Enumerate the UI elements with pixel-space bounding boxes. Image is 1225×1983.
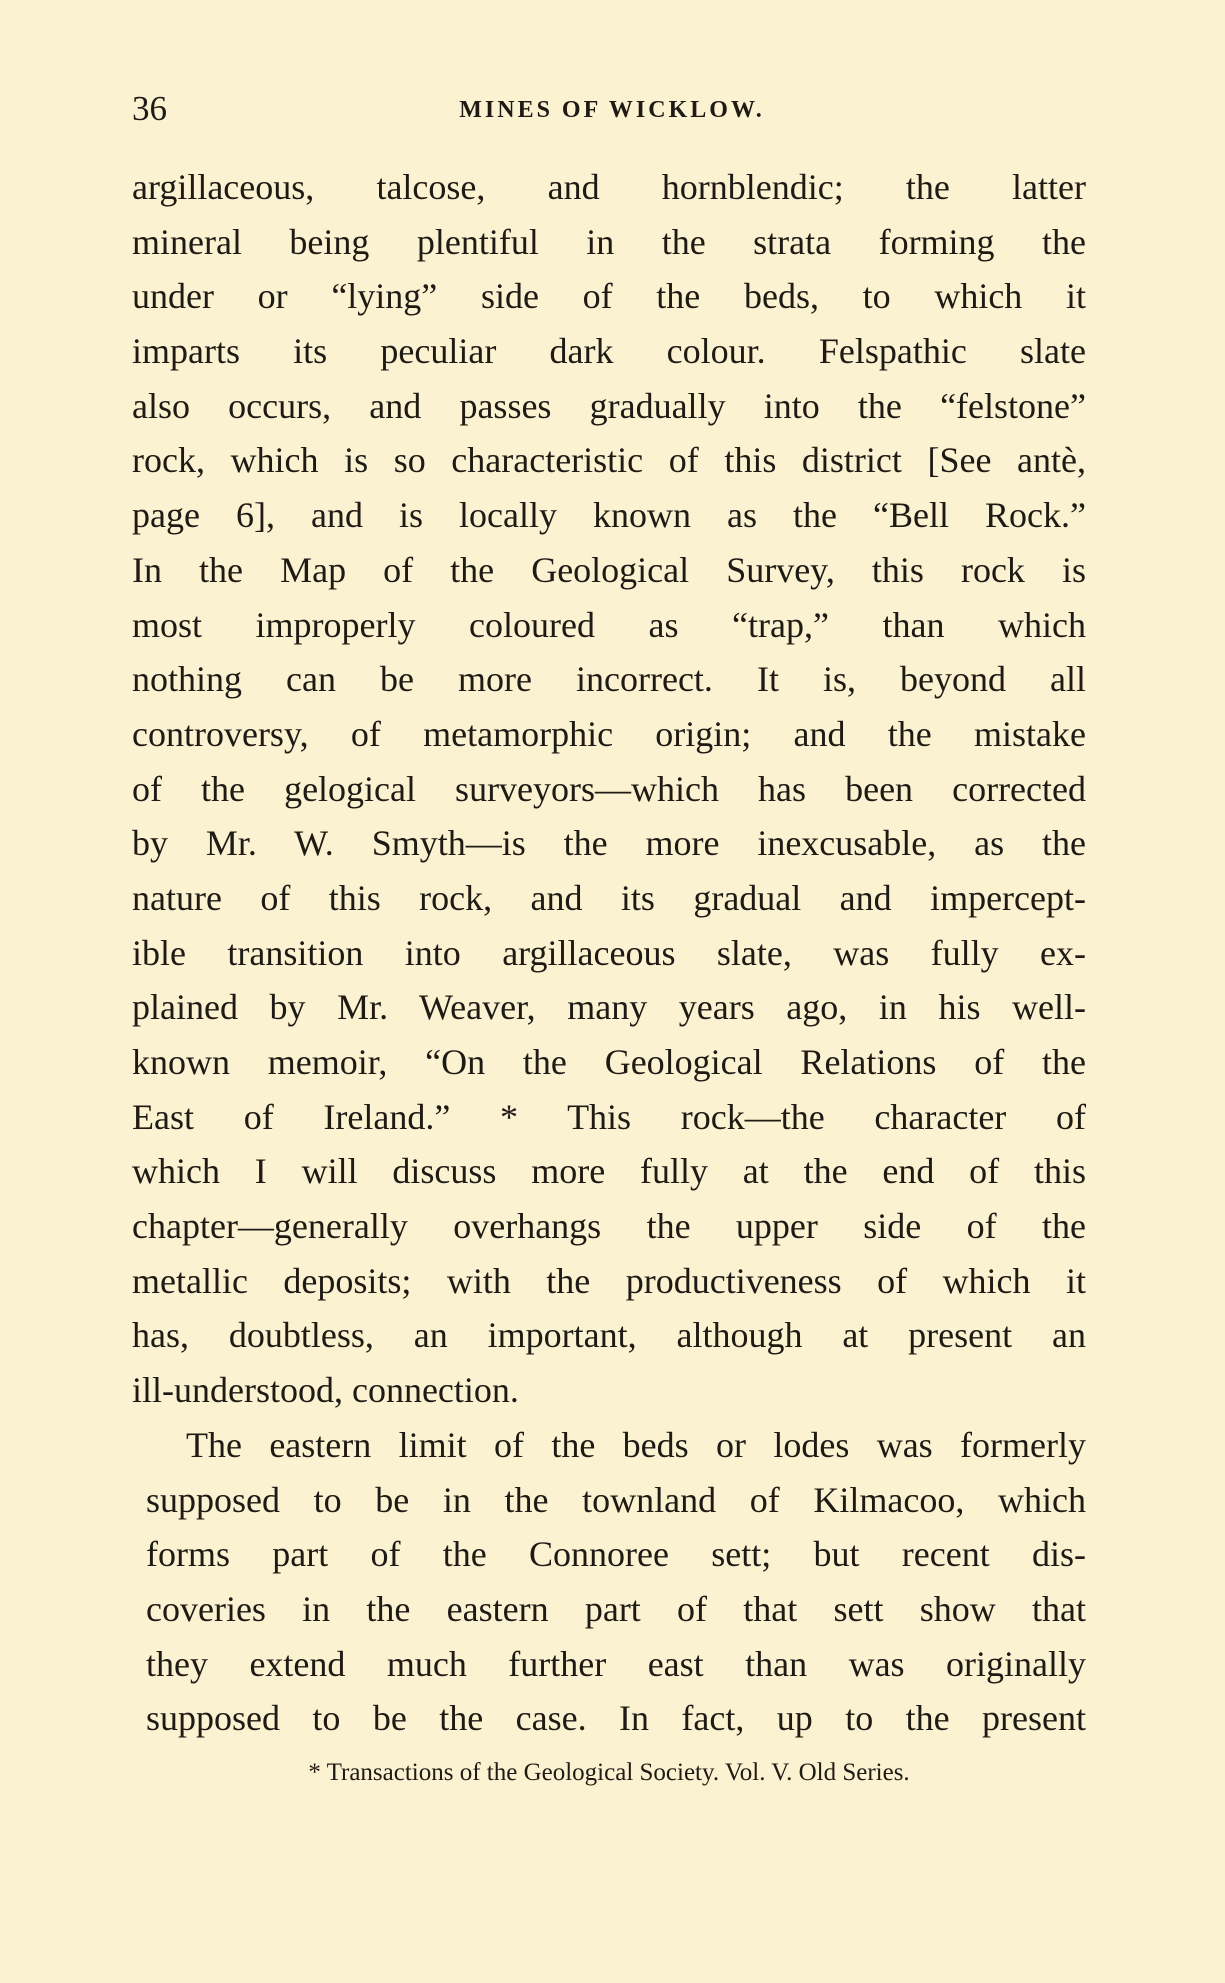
text-line: supposed to be in the townland of Kilmacoo, which [146,1479,1086,1520]
text-line: coveries in the eastern part of that sett show that [146,1588,1086,1629]
text-line: mineral being plentiful in the strata forming the [132,221,1086,262]
text-line: plained by Mr. Weaver, many years ago, in his well- [132,987,1086,1028]
text-line: nothing can be more incorrect. It is, beyond all [132,659,1086,700]
text-line: which I will discuss more fully at the end of this [132,1151,1086,1192]
text-line: also occurs, and passes gradually into the “felstone” [132,385,1086,426]
text-line: by Mr. W. Smyth—is the more inexcusable, as the [132,823,1086,864]
text-line: known memoir, “On the Geological Relations of the [132,1042,1086,1082]
text-line: under or “lying” side of the beds, to which it [132,276,1086,317]
text-line: imparts its peculiar dark colour. Felspathic slate [132,331,1086,372]
text-line: ible transition into argillaceous slate, was fully ex- [132,932,1086,973]
text-line: nature of this rock, and its gradual and impercept- [132,877,1086,918]
text-line: forms part of the Connoree sett; but recent dis- [146,1534,1086,1575]
text-line: East of Ireland.” * This rock—the character of [132,1096,1086,1137]
running-title: MINES OF WICKLOW. [459,97,765,123]
page-header [132,84,1092,134]
text-line: most improperly coloured as “trap,” than which [132,604,1086,645]
page-number: 36 [132,89,167,128]
text-line: In the Map of the Geological Survey, this rock is [132,549,1086,590]
text-line: page 6], and is locally known as the “Bell Rock.” [132,495,1086,536]
text-line: ill-understood, connection. [132,1370,519,1411]
body-text [132,160,1086,1746]
text-line: chapter—generally overhangs the upper side of the [132,1206,1086,1247]
text-line: has, doubtless, an important, although at present an [132,1315,1086,1356]
footnote: * Transactions of the Geological Society. Vol. V. Old Series. [308,1759,910,1786]
text-line: controversy, of metamorphic origin; and the mistake [132,713,1086,754]
text-line: of the gelogical surveyors—which has been corrected [132,768,1086,809]
text-line: metallic deposits; with the productiveness of which it [132,1260,1086,1301]
text-line: rock, which is so characteristic of this district [See antè, [132,440,1086,481]
text-line: argillaceous, talcose, and hornblendic; the latter [132,167,1086,207]
text-line: supposed to be the case. In fact, up to the present [146,1698,1086,1739]
text-line: they extend much further east than was originally [146,1643,1086,1684]
paragraph-start-line: The eastern limit of the beds or lodes was formerly [186,1424,1086,1465]
